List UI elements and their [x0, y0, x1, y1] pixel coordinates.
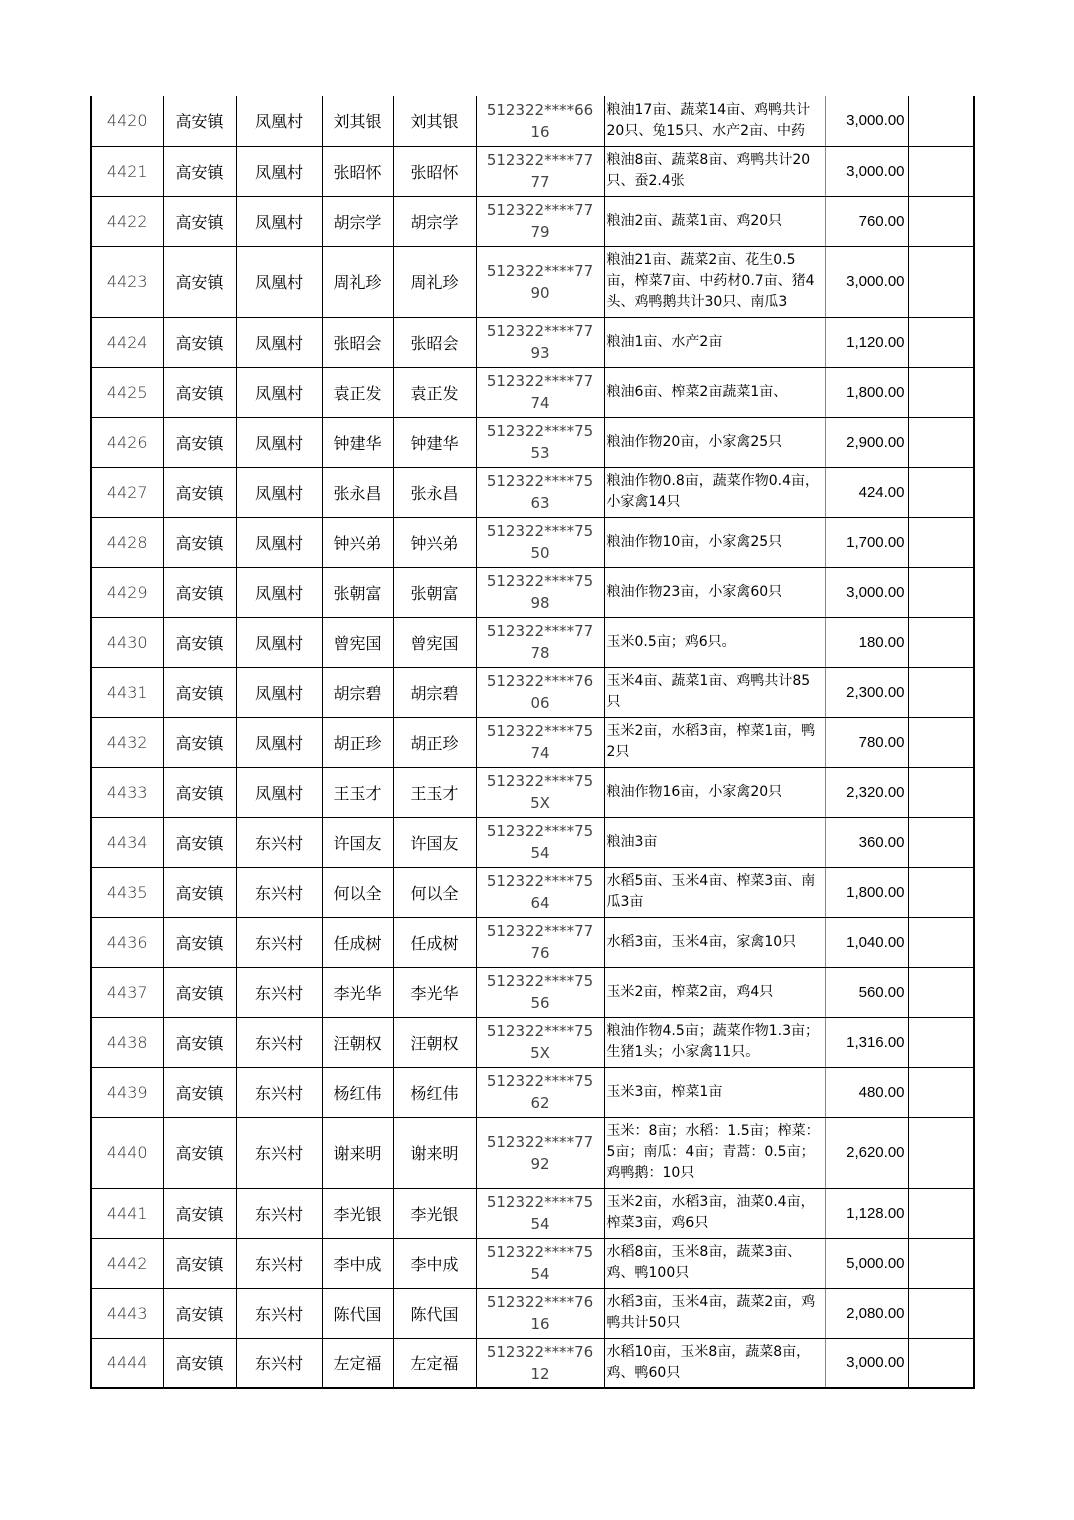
cell-village: 凤凰村 [236, 417, 322, 467]
cell-account-holder: 袁正发 [393, 367, 476, 417]
cell-note [908, 196, 974, 246]
cell-note [908, 417, 974, 467]
cell-amount: 424.00 [825, 467, 908, 517]
cell-description [604, 1017, 825, 1067]
cell-amount: 2,320.00 [825, 767, 908, 817]
cell-id-number: 512322****7778 [476, 617, 604, 667]
cell-village: 凤凰村 [236, 96, 322, 146]
cell-name: 张永昌 [322, 467, 393, 517]
description-text: 玉米0.5亩；鸡6只。 [606, 633, 736, 650]
cell-note [908, 317, 974, 367]
cell-seq: 4430 [91, 617, 163, 667]
cell-village: 凤凰村 [236, 467, 322, 517]
cell-amount: 480.00 [825, 1067, 908, 1117]
cell-amount: 180.00 [825, 617, 908, 667]
description-text: 水稻3亩，玉米4亩，蔬菜2亩，鸡鸭共计50只 [606, 1294, 816, 1331]
cell-account-holder: 杨红伟 [393, 1067, 476, 1117]
cell-account-holder: 李光华 [393, 967, 476, 1017]
cell-name: 汪朝权 [322, 1017, 393, 1067]
cell-town: 高安镇 [163, 467, 236, 517]
cell-village: 东兴村 [236, 1017, 322, 1067]
cell-id-number: 512322****7616 [476, 1288, 604, 1338]
cell-account-holder: 许国友 [393, 817, 476, 867]
description-text: 粮油作物16亩，小家禽20只 [606, 783, 783, 800]
cell-seq: 4438 [91, 1017, 163, 1067]
cell-description [604, 767, 825, 817]
cell-note [908, 146, 974, 196]
table-row [91, 1017, 974, 1067]
cell-seq: 4421 [91, 146, 163, 196]
cell-seq: 4437 [91, 967, 163, 1017]
cell-name: 任成树 [322, 917, 393, 967]
table-row [91, 917, 974, 967]
cell-name: 陈代国 [322, 1288, 393, 1338]
cell-amount: 1,316.00 [825, 1017, 908, 1067]
cell-note [908, 617, 974, 667]
cell-account-holder: 胡正珍 [393, 717, 476, 767]
cell-account-holder: 张昭怀 [393, 146, 476, 196]
cell-name: 谢来明 [322, 1117, 393, 1188]
cell-description [604, 667, 825, 717]
description-text: 粮油21亩、蔬菜2亩、花生0.5亩，榨菜7亩、中药材0.7亩、猪4头、鸡鸭鹅共计30只、南瓜3 [606, 252, 815, 310]
cell-description [604, 1288, 825, 1338]
cell-town: 高安镇 [163, 667, 236, 717]
cell-id-number: 512322****7606 [476, 667, 604, 717]
cell-village: 东兴村 [236, 1117, 322, 1188]
cell-town: 高安镇 [163, 1188, 236, 1238]
table-row [91, 467, 974, 517]
table-row [91, 1188, 974, 1238]
cell-town: 高安镇 [163, 567, 236, 617]
cell-village: 东兴村 [236, 867, 322, 917]
cell-amount: 1,800.00 [825, 867, 908, 917]
table-row [91, 1338, 974, 1388]
table-row [91, 867, 974, 917]
description-text: 粮油作物4.5亩；蔬菜作物1.3亩；生猪1头；小家禽11只。 [606, 1023, 820, 1060]
table-row [91, 717, 974, 767]
cell-seq: 4427 [91, 467, 163, 517]
cell-name: 许国友 [322, 817, 393, 867]
cell-account-holder: 钟兴弟 [393, 517, 476, 567]
description-text: 水稻5亩、玉米4亩、榨菜3亩、南瓜3亩 [606, 873, 816, 910]
cell-amount: 1,700.00 [825, 517, 908, 567]
cell-town: 高安镇 [163, 246, 236, 317]
description-text: 水稻10亩，玉米8亩，蔬菜8亩，鸡、鸭60只 [606, 1343, 811, 1381]
cell-seq: 4441 [91, 1188, 163, 1238]
description-text: 粮油3亩 [606, 833, 658, 850]
cell-name: 李光银 [322, 1188, 393, 1238]
cell-amount: 760.00 [825, 196, 908, 246]
cell-name: 钟建华 [322, 417, 393, 467]
cell-name: 袁正发 [322, 367, 393, 417]
cell-account-holder: 李光银 [393, 1188, 476, 1238]
cell-town: 高安镇 [163, 417, 236, 467]
description-text: 粮油作物23亩，小家禽60只 [606, 583, 783, 600]
cell-town: 高安镇 [163, 1238, 236, 1288]
table-row [91, 246, 974, 317]
cell-id-number: 512322****7554 [476, 1188, 604, 1238]
cell-description [604, 1338, 825, 1388]
cell-id-number: 512322****7793 [476, 317, 604, 367]
cell-description [604, 1188, 825, 1238]
cell-seq: 4439 [91, 1067, 163, 1117]
cell-description [604, 96, 825, 146]
table-row [91, 1117, 974, 1188]
table-row [91, 817, 974, 867]
cell-id-number: 512322****7556 [476, 967, 604, 1017]
cell-account-holder: 周礼珍 [393, 246, 476, 317]
cell-seq: 4423 [91, 246, 163, 317]
cell-seq: 4432 [91, 717, 163, 767]
description-text: 水稻3亩，玉米4亩，家禽10只 [606, 933, 797, 950]
cell-village: 凤凰村 [236, 367, 322, 417]
cell-account-holder: 左定福 [393, 1338, 476, 1388]
cell-village: 凤凰村 [236, 246, 322, 317]
cell-seq: 4442 [91, 1238, 163, 1288]
cell-name: 刘其银 [322, 96, 393, 146]
cell-account-holder: 汪朝权 [393, 1017, 476, 1067]
cell-note [908, 467, 974, 517]
table-row [91, 146, 974, 196]
cell-village: 凤凰村 [236, 617, 322, 667]
cell-town: 高安镇 [163, 317, 236, 367]
cell-note [908, 817, 974, 867]
cell-description [604, 246, 825, 317]
cell-town: 高安镇 [163, 617, 236, 667]
cell-name: 胡宗碧 [322, 667, 393, 717]
table-row [91, 1067, 974, 1117]
cell-id-number: 512322****7774 [476, 367, 604, 417]
cell-description [604, 196, 825, 246]
cell-town: 高安镇 [163, 1067, 236, 1117]
cell-note [908, 967, 974, 1017]
cell-town: 高安镇 [163, 517, 236, 567]
cell-seq: 4436 [91, 917, 163, 967]
description-text: 玉米2亩，水稻3亩，油菜0.4亩，榨菜3亩，鸡6只 [606, 1194, 815, 1231]
cell-id-number: 512322****7598 [476, 567, 604, 617]
cell-town: 高安镇 [163, 867, 236, 917]
cell-town: 高安镇 [163, 1288, 236, 1338]
cell-description [604, 1238, 825, 1288]
cell-name: 曾宪国 [322, 617, 393, 667]
cell-id-number: 512322****7550 [476, 517, 604, 567]
cell-id-number: 512322****755X [476, 767, 604, 817]
cell-seq: 4425 [91, 367, 163, 417]
cell-description [604, 146, 825, 196]
cell-note [908, 246, 974, 317]
cell-town: 高安镇 [163, 196, 236, 246]
description-text: 粮油8亩、蔬菜8亩、鸡鸭共计20只、蚕2.4张 [606, 152, 811, 189]
table-row [91, 967, 974, 1017]
table-row [91, 317, 974, 367]
cell-village: 凤凰村 [236, 317, 322, 367]
table-row [91, 1288, 974, 1338]
cell-amount: 360.00 [825, 817, 908, 867]
cell-description [604, 817, 825, 867]
cell-description [604, 517, 825, 567]
table-row [91, 367, 974, 417]
cell-name: 张昭怀 [322, 146, 393, 196]
cell-name: 胡正珍 [322, 717, 393, 767]
cell-note [908, 1238, 974, 1288]
cell-village: 凤凰村 [236, 196, 322, 246]
cell-name: 左定福 [322, 1338, 393, 1388]
table-row [91, 617, 974, 667]
cell-town: 高安镇 [163, 717, 236, 767]
cell-description [604, 617, 825, 667]
cell-town: 高安镇 [163, 967, 236, 1017]
cell-seq: 4429 [91, 567, 163, 617]
cell-note [908, 367, 974, 417]
table-row [91, 767, 974, 817]
description-text: 粮油2亩、蔬菜1亩、鸡20只 [606, 212, 783, 229]
cell-account-holder: 张昭会 [393, 317, 476, 367]
cell-id-number: 512322****755X [476, 1017, 604, 1067]
cell-description [604, 867, 825, 917]
cell-account-holder: 王玉才 [393, 767, 476, 817]
cell-town: 高安镇 [163, 1338, 236, 1388]
cell-seq: 4440 [91, 1117, 163, 1188]
cell-town: 高安镇 [163, 146, 236, 196]
cell-id-number: 512322****7777 [476, 146, 604, 196]
cell-note [908, 96, 974, 146]
cell-note [908, 1017, 974, 1067]
cell-note [908, 517, 974, 567]
subsidy-table [90, 96, 975, 1389]
cell-id-number: 512322****7612 [476, 1338, 604, 1388]
cell-description [604, 467, 825, 517]
cell-village: 东兴村 [236, 917, 322, 967]
description-text: 玉米2亩，榨菜2亩，鸡4只 [606, 983, 774, 1000]
cell-seq: 4433 [91, 767, 163, 817]
cell-note [908, 1338, 974, 1388]
cell-id-number: 512322****7553 [476, 417, 604, 467]
description-text: 粮油6亩、榨菜2亩蔬菜1亩、 [606, 383, 788, 400]
cell-note [908, 867, 974, 917]
cell-town: 高安镇 [163, 917, 236, 967]
cell-town: 高安镇 [163, 767, 236, 817]
cell-account-holder: 谢来明 [393, 1117, 476, 1188]
cell-name: 张朝富 [322, 567, 393, 617]
cell-amount: 1,040.00 [825, 917, 908, 967]
cell-amount: 2,900.00 [825, 417, 908, 467]
cell-id-number: 512322****7564 [476, 867, 604, 917]
cell-description [604, 717, 825, 767]
cell-note [908, 1117, 974, 1188]
cell-id-number: 512322****7779 [476, 196, 604, 246]
cell-name: 李中成 [322, 1238, 393, 1288]
cell-name: 钟兴弟 [322, 517, 393, 567]
cell-town: 高安镇 [163, 817, 236, 867]
cell-id-number: 512322****7554 [476, 1238, 604, 1288]
cell-village: 凤凰村 [236, 146, 322, 196]
cell-note [908, 567, 974, 617]
cell-seq: 4428 [91, 517, 163, 567]
description-text: 粮油1亩、水产2亩 [606, 333, 723, 350]
description-text: 粮油作物10亩，小家禽25只 [606, 533, 783, 550]
cell-description [604, 1067, 825, 1117]
cell-town: 高安镇 [163, 96, 236, 146]
cell-seq: 4424 [91, 317, 163, 367]
cell-seq: 4422 [91, 196, 163, 246]
cell-id-number: 512322****7554 [476, 817, 604, 867]
description-text: 粮油作物20亩，小家禽25只 [606, 433, 783, 450]
cell-village: 东兴村 [236, 1338, 322, 1388]
cell-account-holder: 张永昌 [393, 467, 476, 517]
description-text: 玉米2亩，水稻3亩，榨菜1亩，鸭2只 [606, 723, 816, 760]
cell-town: 高安镇 [163, 1117, 236, 1188]
cell-note [908, 717, 974, 767]
table-row [91, 567, 974, 617]
cell-amount: 3,000.00 [825, 246, 908, 317]
cell-village: 东兴村 [236, 1067, 322, 1117]
cell-account-holder: 胡宗碧 [393, 667, 476, 717]
cell-town: 高安镇 [163, 1017, 236, 1067]
cell-amount: 3,000.00 [825, 96, 908, 146]
cell-name: 李光华 [322, 967, 393, 1017]
cell-id-number: 512322****7792 [476, 1117, 604, 1188]
description-text: 粮油作物0.8亩，蔬菜作物0.4亩，小家禽14只 [606, 473, 820, 510]
cell-name: 胡宗学 [322, 196, 393, 246]
cell-description [604, 967, 825, 1017]
cell-id-number: 512322****7574 [476, 717, 604, 767]
description-text: 玉米：8亩；水稻：1.5亩；榨菜：5亩；南瓜：4亩；青蒿：0.5亩；鸡鸭鹅：10只 [606, 1123, 820, 1181]
cell-village: 东兴村 [236, 967, 322, 1017]
cell-seq: 4435 [91, 867, 163, 917]
cell-id-number: 512322****6616 [476, 96, 604, 146]
table-row [91, 517, 974, 567]
cell-village: 东兴村 [236, 1188, 322, 1238]
description-text: 水稻8亩，玉米8亩，蔬菜3亩、鸡、鸭100只 [606, 1244, 802, 1281]
cell-name: 王玉才 [322, 767, 393, 817]
cell-amount: 2,300.00 [825, 667, 908, 717]
cell-account-holder: 胡宗学 [393, 196, 476, 246]
cell-village: 凤凰村 [236, 517, 322, 567]
cell-note [908, 917, 974, 967]
description-text: 粮油17亩、蔬菜14亩、鸡鸭共计20只、兔15只、水产2亩、中药 [606, 101, 811, 139]
cell-amount: 560.00 [825, 967, 908, 1017]
cell-village: 凤凰村 [236, 767, 322, 817]
cell-amount: 1,120.00 [825, 317, 908, 367]
cell-description [604, 1117, 825, 1188]
table-row [91, 1238, 974, 1288]
cell-seq: 4426 [91, 417, 163, 467]
cell-name: 杨红伟 [322, 1067, 393, 1117]
cell-note [908, 667, 974, 717]
cell-town: 高安镇 [163, 367, 236, 417]
table-row [91, 96, 974, 146]
cell-village: 凤凰村 [236, 717, 322, 767]
cell-seq: 4444 [91, 1338, 163, 1388]
cell-account-holder: 钟建华 [393, 417, 476, 467]
cell-amount: 5,000.00 [825, 1238, 908, 1288]
cell-id-number: 512322****7776 [476, 917, 604, 967]
cell-village: 凤凰村 [236, 567, 322, 617]
table-row [91, 417, 974, 467]
cell-name: 张昭会 [322, 317, 393, 367]
cell-seq: 4434 [91, 817, 163, 867]
cell-seq: 4443 [91, 1288, 163, 1338]
cell-village: 东兴村 [236, 817, 322, 867]
cell-description [604, 367, 825, 417]
cell-id-number: 512322****7562 [476, 1067, 604, 1117]
cell-amount: 3,000.00 [825, 146, 908, 196]
table-body [91, 96, 974, 1388]
cell-name: 周礼珍 [322, 246, 393, 317]
cell-amount: 3,000.00 [825, 567, 908, 617]
cell-account-holder: 李中成 [393, 1238, 476, 1288]
cell-amount: 2,080.00 [825, 1288, 908, 1338]
cell-seq: 4431 [91, 667, 163, 717]
cell-note [908, 1288, 974, 1338]
cell-account-holder: 张朝富 [393, 567, 476, 617]
cell-description [604, 317, 825, 367]
cell-village: 东兴村 [236, 1288, 322, 1338]
cell-description [604, 917, 825, 967]
cell-id-number: 512322****7563 [476, 467, 604, 517]
cell-note [908, 1067, 974, 1117]
cell-description [604, 567, 825, 617]
cell-seq: 4420 [91, 96, 163, 146]
cell-account-holder: 何以全 [393, 867, 476, 917]
cell-account-holder: 任成树 [393, 917, 476, 967]
cell-note [908, 767, 974, 817]
cell-amount: 780.00 [825, 717, 908, 767]
cell-village: 凤凰村 [236, 667, 322, 717]
description-text: 玉米3亩，榨菜1亩 [606, 1083, 723, 1100]
cell-village: 东兴村 [236, 1238, 322, 1288]
cell-amount: 1,128.00 [825, 1188, 908, 1238]
cell-account-holder: 陈代国 [393, 1288, 476, 1338]
cell-amount: 2,620.00 [825, 1117, 908, 1188]
cell-note [908, 1188, 974, 1238]
cell-amount: 3,000.00 [825, 1338, 908, 1388]
cell-amount: 1,800.00 [825, 367, 908, 417]
cell-account-holder: 曾宪国 [393, 617, 476, 667]
cell-name: 何以全 [322, 867, 393, 917]
cell-account-holder: 刘其银 [393, 96, 476, 146]
cell-description [604, 417, 825, 467]
table-row [91, 667, 974, 717]
description-text: 玉米4亩、蔬菜1亩、鸡鸭共计85只 [606, 673, 811, 710]
cell-id-number: 512322****7790 [476, 246, 604, 317]
table-row [91, 196, 974, 246]
